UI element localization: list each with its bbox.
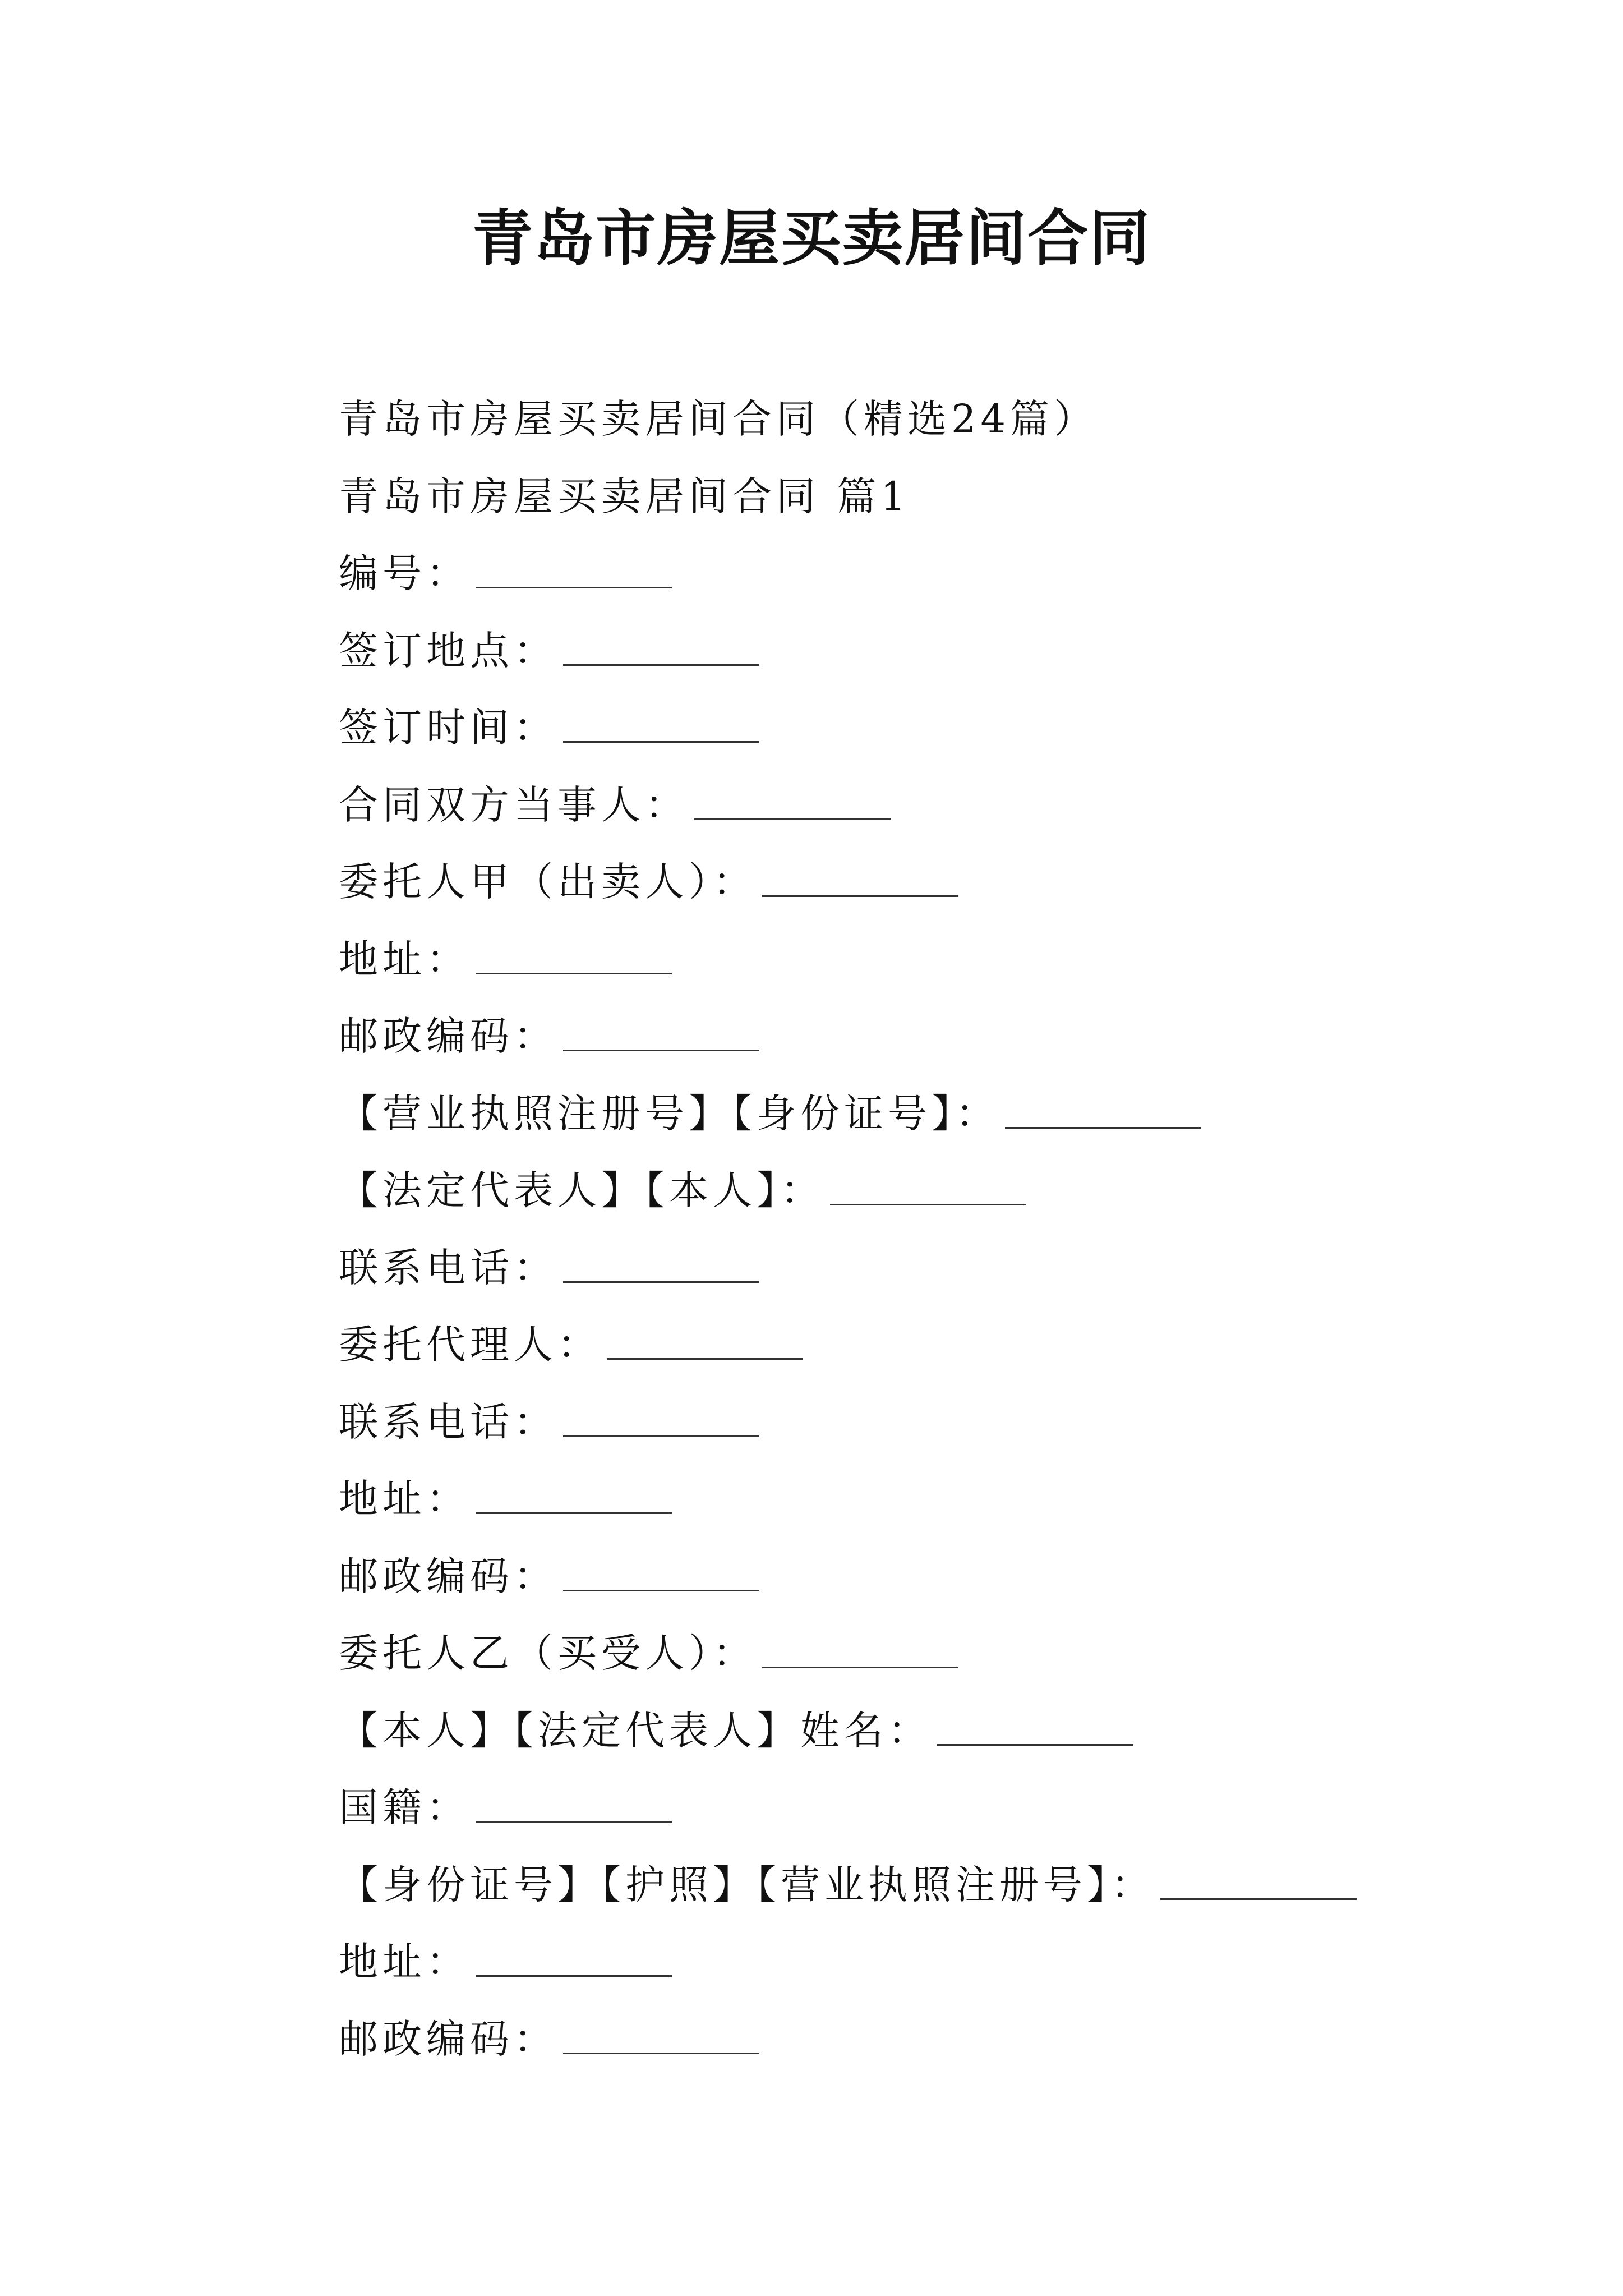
line-label: 委托代理人： — [339, 1322, 601, 1368]
form-field-seller-phone — [339, 1226, 1460, 1304]
form-field-number — [339, 532, 1460, 609]
line-label: 国籍： — [339, 1784, 470, 1831]
line-label: 邮政编码： — [339, 2016, 557, 2062]
fill-in-blank — [762, 861, 958, 897]
fill-in-blank — [476, 1786, 672, 1823]
line-label: 【法定代表人】【本人】： — [339, 1167, 824, 1214]
line-label: 地址： — [339, 936, 470, 982]
line-label: 【本人】【法定代表人】姓名： — [339, 1707, 932, 1754]
form-field-seller-address — [339, 918, 1460, 995]
fill-in-blank — [694, 784, 891, 820]
form-field-buyer-name — [339, 1689, 1460, 1766]
form-field-seller — [339, 840, 1460, 918]
line-label: 青岛市房屋买卖居间合同 篇1 — [339, 473, 910, 519]
line-label: 合同双方当事人： — [339, 781, 689, 828]
section-heading-line — [339, 455, 1460, 532]
form-field-buyer — [339, 1612, 1460, 1689]
line-label: 邮政编码： — [339, 1013, 557, 1060]
line-label: 【营业执照注册号】【身份证号】： — [339, 1090, 999, 1137]
fill-in-blank — [476, 1478, 672, 1514]
form-field-buyer-address — [339, 1920, 1460, 1998]
fill-in-blank — [563, 2018, 759, 2054]
fill-in-blank — [563, 1555, 759, 1591]
form-field-seller-representative — [339, 1149, 1460, 1226]
document-title: 青岛市房屋买卖居间合同 — [472, 203, 1151, 274]
line-label: 编号： — [339, 550, 470, 597]
line-label: 【身份证号】【护照】【营业执照注册号】： — [339, 1861, 1155, 1908]
form-field-parties — [339, 763, 1460, 841]
fill-in-blank — [937, 1709, 1133, 1746]
line-label: 邮政编码： — [339, 1553, 557, 1599]
fill-in-blank — [476, 552, 672, 588]
line-label: 签订时间： — [339, 705, 557, 751]
form-field-signing-time — [339, 686, 1460, 763]
form-field-seller-id — [339, 1072, 1460, 1149]
fill-in-blank — [607, 1323, 803, 1360]
fill-in-blank — [563, 1246, 759, 1283]
form-field-buyer-id — [339, 1843, 1460, 1921]
fill-in-blank — [563, 1401, 759, 1437]
line-label: 联系电话： — [339, 1398, 557, 1445]
fill-in-blank — [476, 938, 672, 974]
form-field-agent-postcode — [339, 1535, 1460, 1612]
fill-in-blank — [563, 629, 759, 666]
line-label: 委托人乙（买受人）： — [339, 1630, 757, 1677]
line-label: 签订地点： — [339, 627, 557, 674]
fill-in-blank — [1160, 1864, 1357, 1900]
fill-in-blank — [830, 1169, 1026, 1205]
line-label: 地址： — [339, 1476, 470, 1522]
form-field-agent-phone — [339, 1381, 1460, 1458]
form-field-agent — [339, 1303, 1460, 1381]
line-label: 地址： — [339, 1939, 470, 1985]
line-label: 联系电话： — [339, 1244, 557, 1291]
line-label: 委托人甲（出卖人）： — [339, 859, 757, 905]
subtitle-line — [339, 378, 1460, 455]
form-field-signing-place — [339, 609, 1460, 687]
form-field-buyer-postcode — [339, 1998, 1460, 2075]
form-field-seller-postcode — [339, 995, 1460, 1072]
line-label: 青岛市房屋买卖居间合同（精选24篇） — [339, 396, 1098, 443]
fill-in-blank — [1005, 1092, 1201, 1129]
fill-in-blank — [762, 1632, 958, 1668]
form-field-agent-address — [339, 1457, 1460, 1535]
document-body — [339, 378, 1460, 2074]
fill-in-blank — [563, 1015, 759, 1051]
fill-in-blank — [563, 706, 759, 743]
fill-in-blank — [476, 1940, 672, 1977]
form-field-buyer-nationality — [339, 1766, 1460, 1843]
